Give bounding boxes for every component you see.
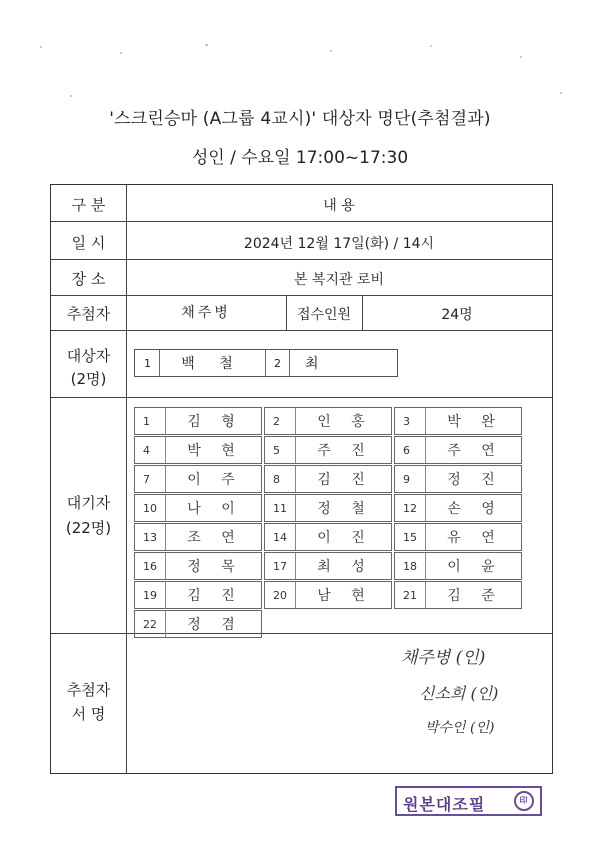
stamp-text: 원본대조필	[403, 795, 486, 814]
place-label: 장 소	[71, 270, 106, 288]
signature: 채주병 (인)	[401, 648, 486, 668]
scan-speck	[430, 45, 432, 47]
waiting-name: 정 철	[317, 501, 373, 517]
waiting-number: 13	[143, 531, 157, 544]
header-value: 내 용	[323, 198, 355, 214]
waiting-cell	[134, 465, 262, 493]
waiting-name: 김 형	[187, 414, 243, 430]
waiting-cell	[134, 407, 262, 435]
scan-speck	[40, 46, 42, 48]
cell-divider	[425, 524, 426, 550]
waiting-name: 박 현	[187, 443, 243, 459]
waiting-name: 남 현	[317, 588, 373, 604]
waiting-number: 5	[273, 444, 280, 457]
selected-list	[134, 349, 398, 377]
cell-divider	[425, 495, 426, 521]
waiting-cell	[134, 436, 262, 464]
waiting-cell	[394, 465, 522, 493]
waiting-number: 9	[403, 473, 410, 486]
cell-divider	[295, 495, 296, 521]
document-title: '스크린승마 (A그룹 4교시)' 대상자 명단(추첨결과)	[109, 109, 491, 129]
waiting-cell	[394, 581, 522, 609]
scan-speck	[560, 92, 562, 94]
waiting-name: 이 주	[187, 472, 243, 488]
waiting-name: 이 진	[317, 530, 373, 546]
results-table	[50, 184, 553, 774]
cell-divider	[289, 350, 290, 376]
waiting-cell	[134, 610, 262, 638]
waiting-cell	[394, 523, 522, 551]
waiting-name: 유 연	[447, 530, 503, 546]
waiting-name: 나 이	[187, 501, 243, 517]
waiting-number: 16	[143, 560, 157, 573]
cell-divider	[165, 408, 166, 434]
waiting-number: 15	[403, 531, 417, 544]
cell-divider	[425, 408, 426, 434]
drawer-label: 추첨자	[66, 305, 111, 323]
waiting-name: 김 준	[447, 588, 503, 604]
received-value: 24명	[441, 307, 473, 323]
sign-label: 서 명	[71, 705, 106, 723]
waiting-name: 이 윤	[447, 559, 503, 575]
cell-divider	[295, 408, 296, 434]
waiting-cell	[134, 581, 262, 609]
cell-divider	[165, 582, 166, 608]
waiting-name: 손 영	[447, 501, 503, 517]
waiting-number: 4	[143, 444, 150, 457]
waiting-number: 10	[143, 502, 157, 515]
document-subtitle: 성인 / 수요일 17:00~17:30	[191, 148, 409, 168]
waiting-cell	[394, 407, 522, 435]
cell-divider	[165, 437, 166, 463]
cell-divider	[265, 350, 266, 376]
scan-speck	[70, 95, 72, 97]
cell-divider	[165, 495, 166, 521]
cell-divider	[165, 553, 166, 579]
selected-count: (2명)	[70, 370, 107, 388]
place-value: 본 복지관 로비	[293, 272, 385, 288]
waiting-name: 주 연	[447, 443, 503, 459]
waiting-cell	[264, 436, 392, 464]
scan-speck	[205, 44, 208, 46]
sign-label: 추첨자	[66, 681, 111, 699]
waiting-number: 8	[273, 473, 280, 486]
waiting-number: 3	[403, 415, 410, 428]
waiting-number: 17	[273, 560, 287, 573]
waiting-name: 정 목	[187, 559, 243, 575]
waiting-name: 조 연	[187, 530, 243, 546]
waiting-name: 최 성	[317, 559, 373, 575]
cell-divider	[295, 524, 296, 550]
waiting-cell	[134, 523, 262, 551]
waiting-number: 19	[143, 589, 157, 602]
seal-icon: 印	[514, 791, 534, 811]
waiting-label: 대기자	[66, 494, 111, 512]
selected-name: 최	[305, 356, 319, 372]
waiting-name: 주 진	[317, 443, 373, 459]
original-copy-stamp	[395, 786, 542, 816]
waiting-cell	[264, 465, 392, 493]
waiting-name: 정 겸	[187, 617, 243, 633]
cell-divider	[165, 466, 166, 492]
waiting-name: 인 홍	[317, 414, 373, 430]
waiting-name: 김 진	[187, 588, 243, 604]
cell-divider	[295, 466, 296, 492]
waiting-name: 김 진	[317, 472, 373, 488]
cell-divider	[165, 611, 166, 637]
waiting-number: 6	[403, 444, 410, 457]
cell-divider	[295, 553, 296, 579]
waiting-number: 22	[143, 618, 157, 631]
waiting-cell	[394, 436, 522, 464]
waiting-cell	[264, 407, 392, 435]
cell-divider	[425, 582, 426, 608]
waiting-number: 14	[273, 531, 287, 544]
waiting-number: 2	[273, 415, 280, 428]
waiting-cell	[134, 494, 262, 522]
waiting-cell	[264, 552, 392, 580]
date-value: 2024년 12월 17일(화) / 14시	[243, 236, 435, 252]
cell-divider	[295, 437, 296, 463]
scan-speck	[120, 52, 122, 54]
selected-number: 1	[144, 357, 151, 370]
waiting-number: 7	[143, 473, 150, 486]
waiting-cell	[264, 494, 392, 522]
selected-number: 2	[274, 357, 281, 370]
scan-speck	[520, 56, 522, 58]
waiting-number: 20	[273, 589, 287, 602]
cell-divider	[425, 553, 426, 579]
waiting-number: 21	[403, 589, 417, 602]
cell-divider	[425, 466, 426, 492]
selected-name: 백 철	[181, 356, 243, 372]
waiting-cell	[264, 581, 392, 609]
waiting-number: 1	[143, 415, 150, 428]
waiting-count: (22명)	[65, 519, 112, 537]
received-label: 접수인원	[296, 307, 352, 323]
waiting-number: 12	[403, 502, 417, 515]
waiting-cell	[394, 552, 522, 580]
header-label: 구 분	[71, 196, 106, 214]
waiting-name: 정 진	[447, 472, 503, 488]
waiting-cell	[134, 552, 262, 580]
signature: 박수인 (인)	[425, 720, 495, 736]
cell-divider	[295, 582, 296, 608]
waiting-cell	[394, 494, 522, 522]
waiting-number: 18	[403, 560, 417, 573]
cell-divider	[159, 350, 160, 376]
cell-divider	[425, 437, 426, 463]
date-label: 일 시	[71, 234, 106, 252]
waiting-cell	[264, 523, 392, 551]
scan-speck	[330, 50, 332, 52]
cell-divider	[165, 524, 166, 550]
waiting-name: 박 완	[447, 414, 503, 430]
drawer-value: 채주병	[181, 305, 231, 321]
selected-label: 대상자	[66, 347, 111, 365]
waiting-number: 11	[273, 502, 287, 515]
signature: 신소희 (인)	[419, 684, 499, 703]
